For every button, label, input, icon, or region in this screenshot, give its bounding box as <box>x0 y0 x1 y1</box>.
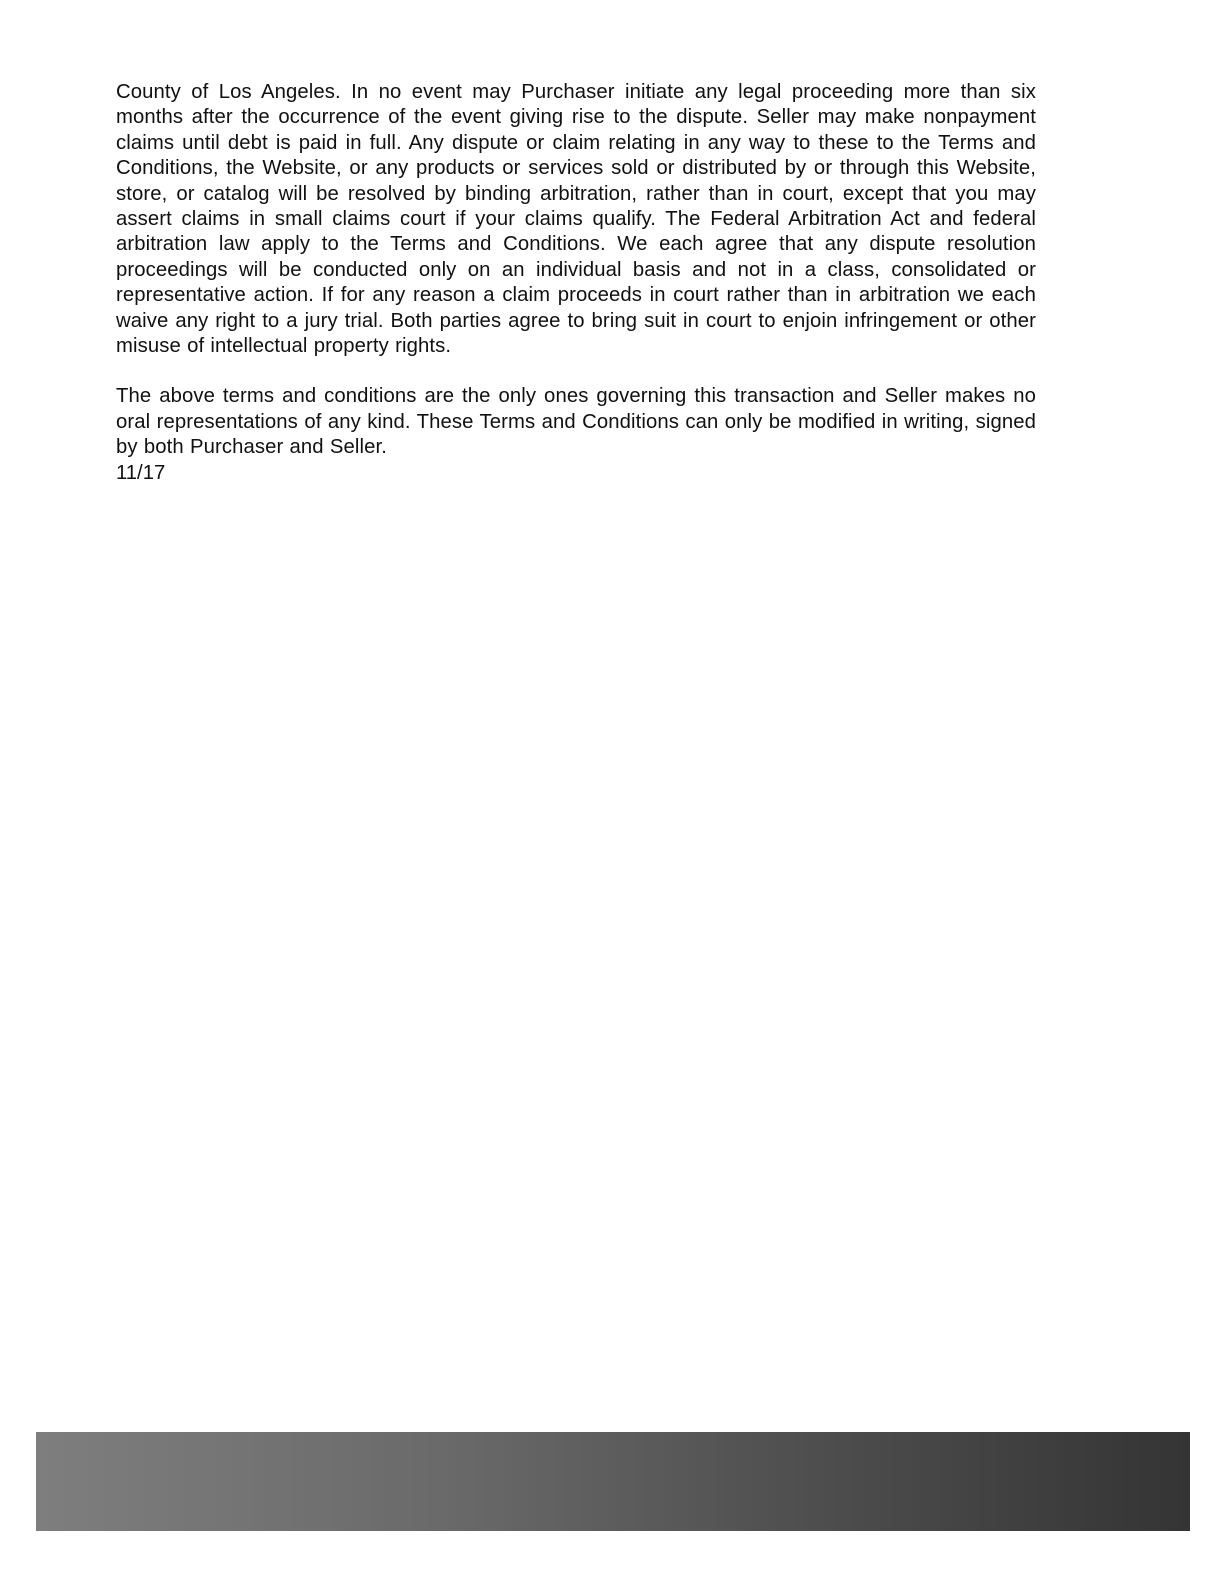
paragraph-dispute-resolution: County of Los Angeles. In no event may Purchaser initiate any legal proceeding more than six months after the occurrence of the event giving rise to the dispute. Seller may make nonpayment claims until debt is paid in full. Any dispute or claim relating in any way to these to the Terms and Conditions, the Website, or any products or services sold or distributed by or through this Website, store, or catalog will be resolved by binding arbitration, rather than in court, except that you may assert claims in small claims court if your claims qualify. The Federal Arbitration Act and federal arbitration law apply to the Terms and Conditions. We each agree that any dispute resolution proceedings will be conducted only on an individual basis and not in a class, consolidated or representative action. If for any reason a claim proceeds in court rather than in arbitration we each waive any right to a jury trial. Both parties agree to bring suit in court to enjoin infringement or other misuse of intellectual property rights. <box>116 81 1036 358</box>
footer-gradient-band <box>36 1432 1190 1531</box>
revision-date: 11/17 <box>116 461 166 484</box>
paragraph-entire-agreement: The above terms and conditions are the only ones governing this transaction and Seller makes no oral representations of any kind. These Terms and Conditions can only be modified in writing, signed by both Purchaser and Seller. <box>116 385 1036 459</box>
document-body <box>116 80 1036 486</box>
